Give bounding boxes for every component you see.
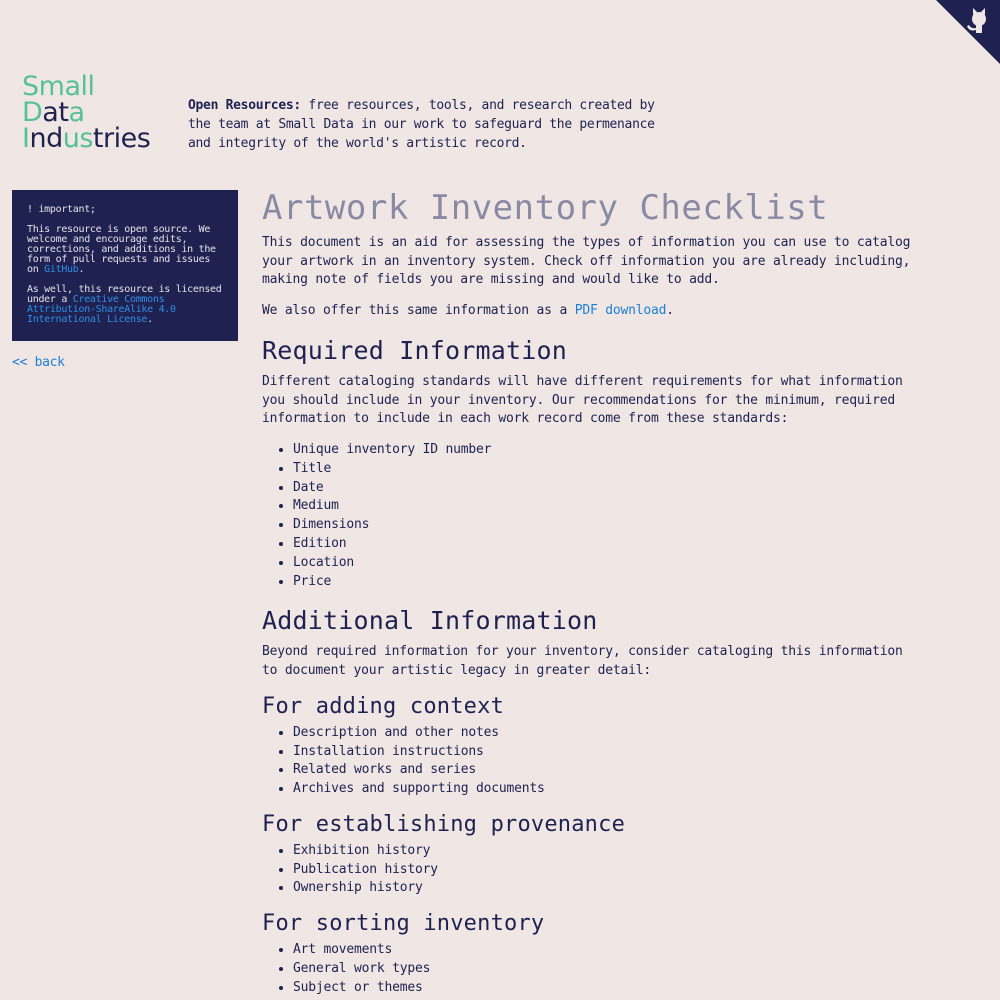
list-item: • Edition: [293, 535, 912, 554]
additional-paragraph: Beyond required information for your inventory, consider cataloging this information to document your artistic legacy in greater detail:: [262, 644, 903, 678]
context-list: [262, 724, 912, 799]
list-item: • Ownership history: [293, 879, 912, 898]
intro-paragraph: This document is an aid for assessing the types of information you can use to catalog your artwork in an inventory system. Check off information you are already including, making note of fields you are missing and would like to add.: [262, 235, 911, 288]
page-title: Artwork Inventory Checklist: [262, 188, 829, 228]
list-item: • General work types: [293, 960, 912, 979]
list-item: • Publication history: [293, 861, 912, 880]
sorting-heading: For sorting inventory: [262, 911, 545, 937]
list-item: • Date: [293, 479, 912, 498]
header-tagline: [188, 96, 668, 153]
required-paragraph: Different cataloging standards will have different requirements for what information you should include in your inventory. Our recommendations for the minimum, required information to include in each work record come from these standards:: [262, 373, 903, 427]
list-item: • Price: [293, 573, 912, 592]
license-link[interactable]: Creative Commons Attribution-ShareAlike 4.0 International License: [27, 294, 176, 325]
back-link[interactable]: << back: [12, 355, 65, 370]
list-item: • Location: [293, 554, 912, 573]
sorting-list: [262, 941, 912, 997]
sidebar-important: ! important;: [27, 204, 96, 215]
logo-line-1: Small: [22, 71, 95, 102]
pdf-offer-paragraph: We also offer this same information as a PDF download.: [262, 303, 674, 319]
list-item: • Related works and series: [293, 761, 912, 780]
required-heading: Required Information: [262, 335, 568, 365]
required-list: [262, 441, 912, 591]
context-heading: For adding context: [262, 693, 505, 719]
list-item: • Archives and supporting documents: [293, 780, 912, 799]
list-item: • Exhibition history: [293, 842, 912, 861]
github-corner-link[interactable]: [936, 0, 1000, 64]
logo-line-2: Data: [22, 97, 85, 128]
list-item: • Medium: [293, 497, 912, 516]
small-data-logo[interactable]: [22, 71, 172, 154]
github-link[interactable]: GitHub: [44, 264, 79, 275]
provenance-list: [262, 842, 912, 898]
list-item: • Unique inventory ID number: [293, 441, 912, 460]
sidebar-license-note: As well, this resource is licensed under a Creative Commons Attribution-ShareAlike 4.0 International License.: [27, 284, 222, 325]
provenance-heading: For establishing provenance: [262, 811, 626, 837]
sidebar-info-box: [12, 190, 238, 341]
main-content: [262, 186, 912, 998]
pdf-download-link[interactable]: PDF download: [574, 303, 667, 319]
github-octocat-icon: [936, 0, 1000, 64]
list-item: • Art movements: [293, 941, 912, 960]
tagline-text: free resources, tools, and research created by the team at Small Data in our work to safeguard the permenance and integrity of the world's artistic record.: [188, 98, 655, 151]
tagline-label: Open Resources:: [188, 98, 301, 113]
logo-line-3: Industries: [22, 123, 151, 154]
sidebar-open-source-note: This resource is open source. We welcome and encourage edits, corrections, and additions in the form of pull requests and issues on GitHub.: [27, 224, 216, 275]
additional-heading: Additional Information: [262, 606, 598, 636]
list-item: • Dimensions: [293, 516, 912, 535]
list-item: • Installation instructions: [293, 743, 912, 762]
list-item: • Title: [293, 460, 912, 479]
list-item: • Description and other notes: [293, 724, 912, 743]
list-item: • Subject or themes: [293, 979, 912, 998]
